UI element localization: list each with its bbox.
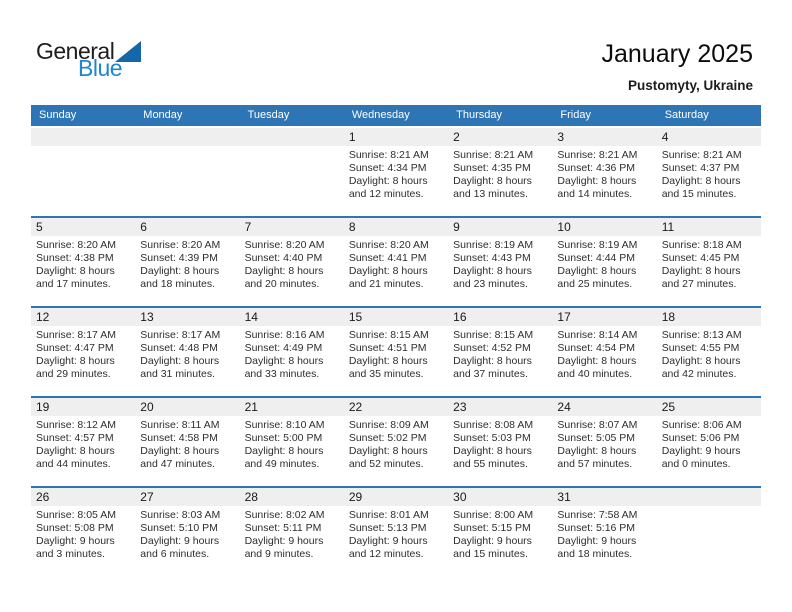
day-number: 8 [344, 218, 448, 236]
day-cell-21 [240, 398, 344, 486]
sunrise-text: Sunrise: 8:03 AM [140, 509, 221, 521]
day-cell-26 [31, 488, 135, 576]
sunset-text: Sunset: 4:41 PM [348, 252, 427, 264]
weekday-header-thursday: Thursday [456, 109, 502, 121]
sunrise-text: Sunrise: 8:21 AM [453, 149, 534, 161]
day-number: 26 [31, 488, 135, 506]
daylight-text: Daylight: 8 hours and 25 minutes. [557, 265, 637, 290]
sunrise-text: Sunrise: 8:17 AM [140, 329, 221, 341]
week-row [31, 128, 761, 216]
day-number [657, 488, 761, 506]
sunset-text: Sunset: 4:34 PM [348, 162, 427, 174]
day-cell-4 [657, 128, 761, 216]
week-row [31, 216, 761, 306]
day-cell-31 [552, 488, 656, 576]
sunrise-text: Sunrise: 8:20 AM [36, 239, 116, 251]
weekday-header-wednesday: Wednesday [351, 109, 410, 121]
sunset-text: Sunset: 5:16 PM [557, 522, 636, 534]
day-sun-info [344, 146, 448, 201]
sunrise-text: Sunrise: 8:07 AM [557, 419, 638, 431]
sunrise-text: Sunrise: 7:58 AM [557, 509, 638, 521]
day-cell-2 [448, 128, 552, 216]
day-number: 6 [135, 218, 239, 236]
sunset-text: Sunset: 4:45 PM [661, 252, 740, 264]
empty-day-cell [31, 128, 135, 216]
sunset-text: Sunset: 4:52 PM [453, 342, 531, 354]
weekday-header-row [31, 105, 761, 126]
day-sun-info [552, 326, 656, 381]
daylight-text: Daylight: 8 hours and 29 minutes. [36, 355, 115, 380]
day-number: 7 [240, 218, 344, 236]
day-cell-19 [31, 398, 135, 486]
day-number: 19 [31, 398, 135, 416]
sunset-text: Sunset: 4:58 PM [140, 432, 218, 444]
day-number: 27 [135, 488, 239, 506]
daylight-text: Daylight: 9 hours and 6 minutes. [140, 535, 220, 560]
day-number: 3 [552, 128, 656, 146]
sunrise-text: Sunrise: 8:17 AM [36, 329, 116, 341]
sunset-text: Sunset: 5:02 PM [348, 432, 427, 444]
day-number: 20 [135, 398, 239, 416]
daylight-text: Daylight: 8 hours and 55 minutes. [453, 445, 532, 470]
sunset-text: Sunset: 5:03 PM [453, 432, 531, 444]
day-number [135, 128, 239, 146]
daylight-text: Daylight: 9 hours and 15 minutes. [453, 535, 532, 560]
weekday-header-sunday: Sunday [39, 109, 77, 121]
day-sun-info [552, 416, 656, 471]
day-number: 10 [552, 218, 656, 236]
sunset-text: Sunset: 5:15 PM [453, 522, 531, 534]
sunset-text: Sunset: 4:47 PM [36, 342, 114, 354]
day-sun-info [344, 326, 448, 381]
daylight-text: Daylight: 8 hours and 20 minutes. [244, 265, 324, 290]
day-number: 30 [448, 488, 552, 506]
day-cell-24 [552, 398, 656, 486]
sunrise-text: Sunrise: 8:05 AM [36, 509, 116, 521]
daylight-text: Daylight: 8 hours and 23 minutes. [453, 265, 532, 290]
sunset-text: Sunset: 4:44 PM [557, 252, 636, 264]
sunset-text: Sunset: 4:35 PM [453, 162, 531, 174]
sunrise-text: Sunrise: 8:21 AM [661, 149, 742, 161]
sunrise-text: Sunrise: 8:16 AM [244, 329, 325, 341]
sunrise-text: Sunrise: 8:19 AM [557, 239, 638, 251]
daylight-text: Daylight: 8 hours and 12 minutes. [348, 175, 428, 200]
day-cell-7 [240, 218, 344, 306]
day-sun-info [552, 146, 656, 201]
day-cell-6 [135, 218, 239, 306]
daylight-text: Daylight: 8 hours and 37 minutes. [453, 355, 532, 380]
empty-day-cell [135, 128, 239, 216]
day-cell-11 [657, 218, 761, 306]
sunset-text: Sunset: 4:36 PM [557, 162, 636, 174]
daylight-text: Daylight: 8 hours and 44 minutes. [36, 445, 115, 470]
sunrise-text: Sunrise: 8:20 AM [244, 239, 325, 251]
day-number: 14 [240, 308, 344, 326]
day-cell-14 [240, 308, 344, 396]
general-blue-logo [36, 40, 141, 80]
day-number: 28 [240, 488, 344, 506]
day-sun-info [344, 416, 448, 471]
day-sun-info [240, 236, 344, 291]
daylight-text: Daylight: 9 hours and 18 minutes. [557, 535, 637, 560]
sunrise-text: Sunrise: 8:09 AM [348, 419, 429, 431]
day-sun-info [31, 236, 135, 291]
day-sun-info [240, 506, 344, 561]
daylight-text: Daylight: 9 hours and 3 minutes. [36, 535, 115, 560]
sunset-text: Sunset: 4:39 PM [140, 252, 218, 264]
day-cell-8 [344, 218, 448, 306]
day-sun-info [31, 326, 135, 381]
empty-day-cell [240, 128, 344, 216]
sunrise-text: Sunrise: 8:21 AM [557, 149, 638, 161]
sunset-text: Sunset: 5:10 PM [140, 522, 218, 534]
day-sun-info [31, 506, 135, 561]
logo-text-general: General [36, 38, 115, 64]
week-row [31, 486, 761, 576]
daylight-text: Daylight: 8 hours and 21 minutes. [348, 265, 428, 290]
day-cell-1 [344, 128, 448, 216]
weekday-header-friday: Friday [560, 109, 591, 121]
day-sun-info [448, 416, 552, 471]
sunrise-text: Sunrise: 8:01 AM [348, 509, 429, 521]
day-sun-info [240, 416, 344, 471]
daylight-text: Daylight: 8 hours and 57 minutes. [557, 445, 637, 470]
day-sun-info [135, 326, 239, 381]
weekday-header-monday: Monday [143, 109, 183, 121]
daylight-text: Daylight: 8 hours and 18 minutes. [140, 265, 220, 290]
daylight-text: Daylight: 8 hours and 40 minutes. [557, 355, 637, 380]
day-cell-30 [448, 488, 552, 576]
day-cell-3 [552, 128, 656, 216]
sunset-text: Sunset: 5:08 PM [36, 522, 114, 534]
calendar-table [31, 105, 761, 576]
day-number: 18 [657, 308, 761, 326]
sunrise-text: Sunrise: 8:14 AM [557, 329, 638, 341]
sunset-text: Sunset: 4:43 PM [453, 252, 531, 264]
day-cell-25 [657, 398, 761, 486]
daylight-text: Daylight: 8 hours and 27 minutes. [661, 265, 741, 290]
day-sun-info [135, 236, 239, 291]
daylight-text: Daylight: 8 hours and 42 minutes. [661, 355, 741, 380]
sunset-text: Sunset: 4:40 PM [244, 252, 323, 264]
daylight-text: Daylight: 8 hours and 47 minutes. [140, 445, 220, 470]
empty-day-cell [657, 488, 761, 576]
calendar-location: Pustomyty, Ukraine [627, 78, 753, 93]
day-number: 21 [240, 398, 344, 416]
weekday-header-tuesday: Tuesday [247, 109, 290, 121]
day-sun-info [448, 236, 552, 291]
sunrise-text: Sunrise: 8:02 AM [244, 509, 325, 521]
sunset-text: Sunset: 5:13 PM [348, 522, 427, 534]
title-block [601, 40, 753, 93]
week-row [31, 306, 761, 396]
daylight-text: Daylight: 9 hours and 9 minutes. [244, 535, 324, 560]
week-row [31, 396, 761, 486]
day-cell-18 [657, 308, 761, 396]
daylight-text: Daylight: 8 hours and 35 minutes. [348, 355, 428, 380]
day-cell-17 [552, 308, 656, 396]
day-sun-info [552, 236, 656, 291]
sunset-text: Sunset: 5:06 PM [661, 432, 740, 444]
day-number: 11 [657, 218, 761, 236]
sunrise-text: Sunrise: 8:15 AM [453, 329, 534, 341]
day-cell-15 [344, 308, 448, 396]
sunrise-text: Sunrise: 8:06 AM [661, 419, 742, 431]
day-number: 16 [448, 308, 552, 326]
daylight-text: Daylight: 8 hours and 17 minutes. [36, 265, 115, 290]
day-number: 22 [344, 398, 448, 416]
calendar-body [31, 128, 761, 576]
sunset-text: Sunset: 4:55 PM [661, 342, 740, 354]
day-number [31, 128, 135, 146]
sunset-text: Sunset: 4:38 PM [36, 252, 114, 264]
day-sun-info [448, 506, 552, 561]
day-sun-info [657, 236, 761, 291]
day-cell-13 [135, 308, 239, 396]
day-cell-12 [31, 308, 135, 396]
sunrise-text: Sunrise: 8:12 AM [36, 419, 116, 431]
day-number: 15 [344, 308, 448, 326]
calendar-month-title: January 2025 [601, 40, 753, 68]
day-number: 13 [135, 308, 239, 326]
day-number: 12 [31, 308, 135, 326]
day-cell-22 [344, 398, 448, 486]
day-cell-9 [448, 218, 552, 306]
daylight-text: Daylight: 8 hours and 14 minutes. [557, 175, 637, 200]
day-sun-info [552, 506, 656, 561]
sunrise-text: Sunrise: 8:20 AM [348, 239, 429, 251]
day-number [240, 128, 344, 146]
day-number: 29 [344, 488, 448, 506]
day-number: 4 [657, 128, 761, 146]
sunset-text: Sunset: 5:05 PM [557, 432, 636, 444]
day-number: 31 [552, 488, 656, 506]
sunrise-text: Sunrise: 8:10 AM [244, 419, 325, 431]
sunset-text: Sunset: 5:11 PM [244, 522, 322, 534]
sunrise-text: Sunrise: 8:13 AM [661, 329, 742, 341]
day-number: 1 [344, 128, 448, 146]
daylight-text: Daylight: 9 hours and 12 minutes. [348, 535, 428, 560]
day-sun-info [344, 236, 448, 291]
daylight-text: Daylight: 9 hours and 0 minutes. [661, 445, 741, 470]
day-sun-info [344, 506, 448, 561]
day-sun-info [657, 416, 761, 471]
day-sun-info [135, 506, 239, 561]
sunset-text: Sunset: 4:57 PM [36, 432, 114, 444]
sunrise-text: Sunrise: 8:11 AM [140, 419, 220, 431]
day-number: 23 [448, 398, 552, 416]
day-sun-info [448, 146, 552, 201]
weekday-header-saturday: Saturday [664, 109, 709, 121]
day-sun-info [448, 326, 552, 381]
day-sun-info [657, 326, 761, 381]
day-cell-10 [552, 218, 656, 306]
daylight-text: Daylight: 8 hours and 33 minutes. [244, 355, 324, 380]
day-cell-23 [448, 398, 552, 486]
daylight-text: Daylight: 8 hours and 13 minutes. [453, 175, 532, 200]
day-number: 17 [552, 308, 656, 326]
sunrise-text: Sunrise: 8:15 AM [348, 329, 429, 341]
day-number: 9 [448, 218, 552, 236]
sunrise-text: Sunrise: 8:18 AM [661, 239, 742, 251]
sunset-text: Sunset: 4:48 PM [140, 342, 218, 354]
day-cell-29 [344, 488, 448, 576]
day-number: 25 [657, 398, 761, 416]
daylight-text: Daylight: 8 hours and 49 minutes. [244, 445, 324, 470]
sunset-text: Sunset: 5:00 PM [244, 432, 323, 444]
day-sun-info [31, 416, 135, 471]
sunrise-text: Sunrise: 8:21 AM [348, 149, 429, 161]
daylight-text: Daylight: 8 hours and 52 minutes. [348, 445, 428, 470]
day-cell-27 [135, 488, 239, 576]
sunrise-text: Sunrise: 8:20 AM [140, 239, 221, 251]
sunrise-text: Sunrise: 8:19 AM [453, 239, 534, 251]
day-sun-info [135, 416, 239, 471]
sunrise-text: Sunrise: 8:08 AM [453, 419, 534, 431]
day-sun-info [657, 146, 761, 201]
sunset-text: Sunset: 4:49 PM [244, 342, 323, 354]
day-number: 24 [552, 398, 656, 416]
sunrise-text: Sunrise: 8:00 AM [453, 509, 534, 521]
sunset-text: Sunset: 4:37 PM [661, 162, 740, 174]
day-number: 5 [31, 218, 135, 236]
sunset-text: Sunset: 4:51 PM [348, 342, 427, 354]
day-number: 2 [448, 128, 552, 146]
day-sun-info [240, 326, 344, 381]
day-cell-20 [135, 398, 239, 486]
day-cell-16 [448, 308, 552, 396]
day-cell-28 [240, 488, 344, 576]
logo-text-blue: Blue [78, 55, 123, 81]
sunset-text: Sunset: 4:54 PM [557, 342, 636, 354]
day-cell-5 [31, 218, 135, 306]
daylight-text: Daylight: 8 hours and 31 minutes. [140, 355, 220, 380]
daylight-text: Daylight: 8 hours and 15 minutes. [661, 175, 741, 200]
